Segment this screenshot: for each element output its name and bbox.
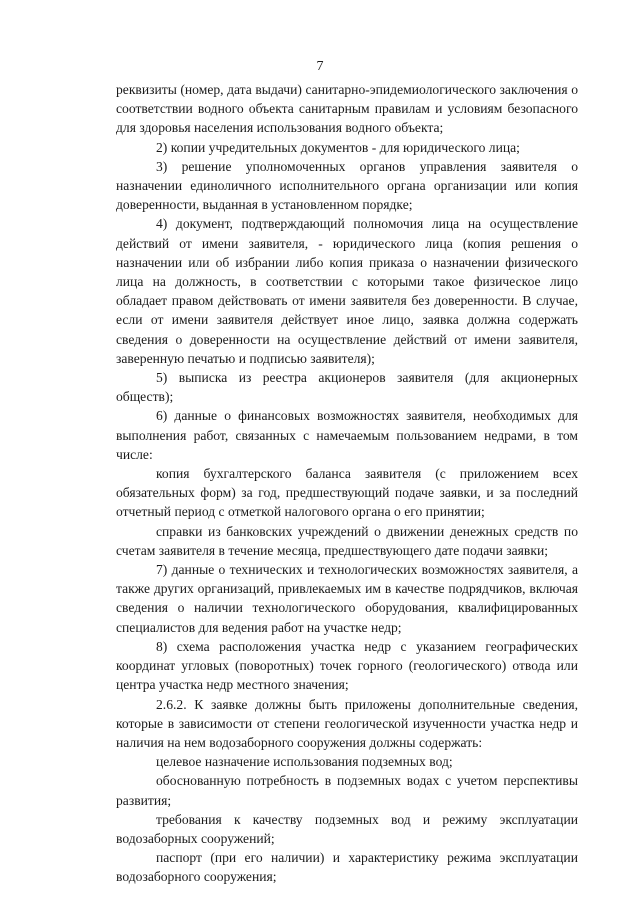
paragraph-item-8: 8) схема расположения участка недр с указанием географических координат угловых (поворотных) точек горного (геологического) отвода или центра участка недр местного значения; <box>116 638 578 693</box>
paragraph-bank-statements: справки из банковских учреждений о движении денежных средств по счетам заявителя в течение месяца, предшествующего дате подачи заявки; <box>116 523 578 558</box>
paragraph-section-2-6-2: 2.6.2. К заявке должны быть приложены дополнительные сведения, которые в зависимости от степени геологической изученности участка недр и наличия на нем водозаборного сооружения должны содержать: <box>116 696 578 750</box>
paragraph-quality-requirements: требования к качеству подземных вод и режиму эксплуатации водозаборных сооружений; <box>116 811 578 846</box>
paragraph-item-4: 4) документ, подтверждающий полномочия лица на осуществление действий от имени заявителя, - юридического лица (копия решения о назначении или об избрании либо копия приказа о назначении физического лица на должность, в соответствии с которыми такое физическое лицо обладает правом действовать от имени заявителя без доверенности. В случае, если от имени заявителя действует иное лицо, заявка должна содержать сведения о доверенности на осуществление действий от имени заявителя, заверенную печатью и подписью заявителя); <box>116 216 578 366</box>
document-body <box>116 80 578 887</box>
paragraph-demand: обоснованную потребность в подземных водах с учетом перспективы развития; <box>116 773 578 808</box>
paragraph-purpose: целевое назначение использования подземных вод; <box>156 754 453 770</box>
paragraph-item-3: 3) решение уполномоченных органов управления заявителя о назначении единоличного исполнительного органа организации или копия доверенности, выданная в установленном порядке; <box>116 158 578 213</box>
paragraph-passport: паспорт (при его наличии) и характеристику режима эксплуатации водозаборного сооружения; <box>116 850 578 885</box>
page-number: 7 <box>316 59 324 74</box>
paragraph-item-6: 6) данные о финансовых возможностях заявителя, необходимых для выполнения работ, связанных с намечаемым пользованием недрами, в том числе: <box>116 408 578 462</box>
paragraph-item-5: 5) выписка из реестра акционеров заявителя (для акционерных обществ); <box>116 370 578 405</box>
paragraph-continuation: реквизиты (номер, дата выдачи) санитарно-эпидемиологического заключения о соответствии водного объекта санитарным правилам и условиям безопасного для здоровья населения использования водного объекта; <box>116 82 578 136</box>
paragraph-balance-copy: копия бухгалтерского баланса заявителя (с приложением всех обязательных форм) за год, предшествующий подаче заявки, и за последний отчетный период с отметкой налогового органа о его принятии; <box>116 466 578 520</box>
paragraph-item-7: 7) данные о технических и технологических возможностях заявителя, а также других организаций, привлекаемых им в качестве подрядчиков, включая сведения о наличии технологического оборудования, квалифицированных специалистов для ведения работ на участке недр; <box>116 562 578 635</box>
paragraph-item-2: 2) копии учредительных документов - для юридического лица; <box>156 139 520 155</box>
